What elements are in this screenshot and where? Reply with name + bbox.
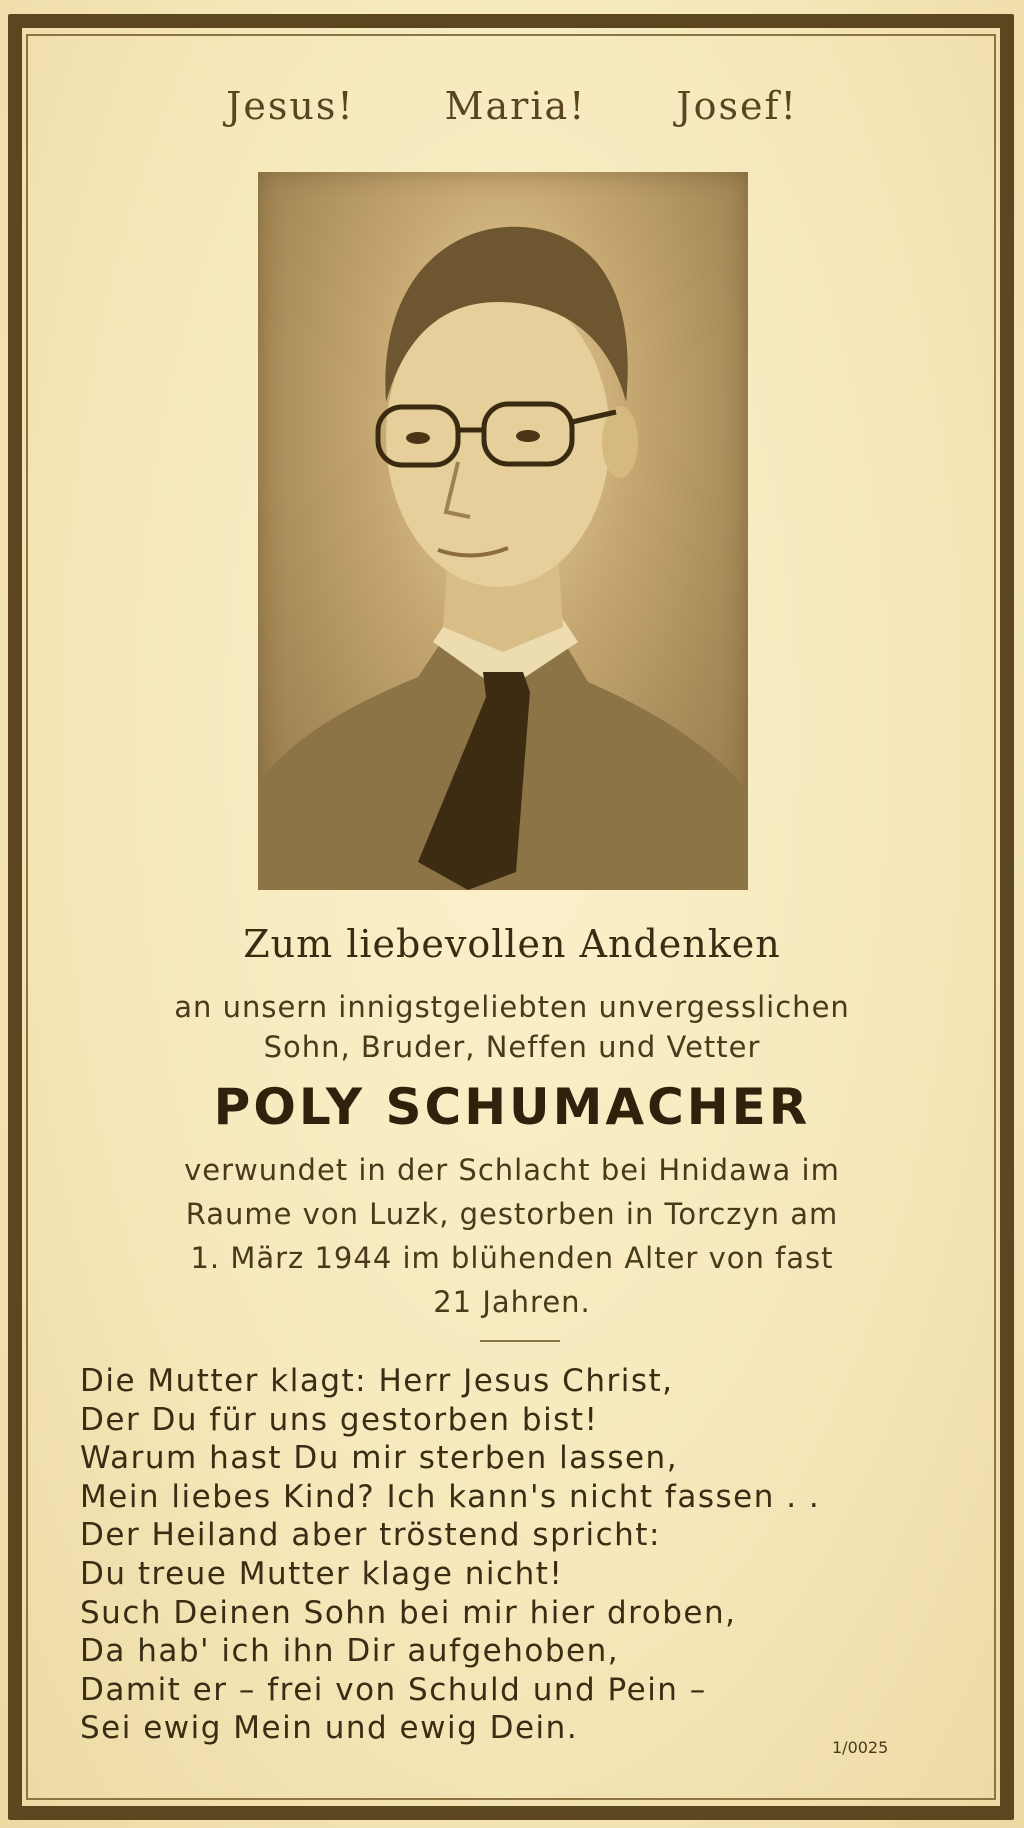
dedication-line-2: Sohn, Bruder, Neffen und Vetter xyxy=(263,1030,761,1064)
details-line-4: 21 Jahren. xyxy=(433,1285,591,1319)
header-item-jesus: Jesus! xyxy=(226,84,355,128)
poem-line: Warum hast Du mir sterben lassen, xyxy=(80,1440,679,1477)
header-item-josef: Josef! xyxy=(676,84,798,128)
portrait-eye-right xyxy=(516,430,540,442)
memorial-title: Zum liebevollen Andenken xyxy=(243,922,781,966)
poem-line: Da hab' ich ihn Dir aufgehoben, xyxy=(80,1633,620,1670)
deceased-name: POLY SCHUMACHER xyxy=(213,1078,811,1136)
print-code: 1/0025 xyxy=(832,1738,889,1757)
poem xyxy=(80,1362,960,1748)
poem-line: Mein liebes Kind? Ich kann's nicht fassen . . xyxy=(80,1478,821,1515)
poem-line: Der Du für uns gestorben bist! xyxy=(80,1401,599,1438)
header-invocation xyxy=(0,84,1024,128)
poem-line: Die Mutter klagt: Herr Jesus Christ, xyxy=(80,1363,674,1399)
dedication-line-1: an unsern innigstgeliebten unvergesslichen xyxy=(174,990,850,1024)
details-line-1: verwundet in der Schlacht bei Hnidawa im xyxy=(184,1153,840,1187)
poem-line: Such Deinen Sohn bei mir hier droben, xyxy=(80,1594,737,1631)
section-divider xyxy=(480,1340,560,1342)
portrait-ear xyxy=(602,406,638,478)
poem-line: Damit er – frei von Schuld und Pein – xyxy=(80,1671,707,1708)
poem-line: Du treue Mutter klage nicht! xyxy=(80,1555,564,1592)
details-line-3: 1. März 1944 im blühenden Alter von fast xyxy=(190,1241,834,1275)
portrait-eye-left xyxy=(406,432,430,444)
poem-line: Der Heiland aber tröstend spricht: xyxy=(80,1517,661,1554)
details-line-2: Raume von Luzk, gestorben in Torczyn am xyxy=(185,1197,839,1231)
header-item-maria: Maria! xyxy=(444,84,587,128)
poem-line: Sei ewig Mein und ewig Dein. xyxy=(80,1710,579,1747)
portrait-photo xyxy=(258,172,748,890)
